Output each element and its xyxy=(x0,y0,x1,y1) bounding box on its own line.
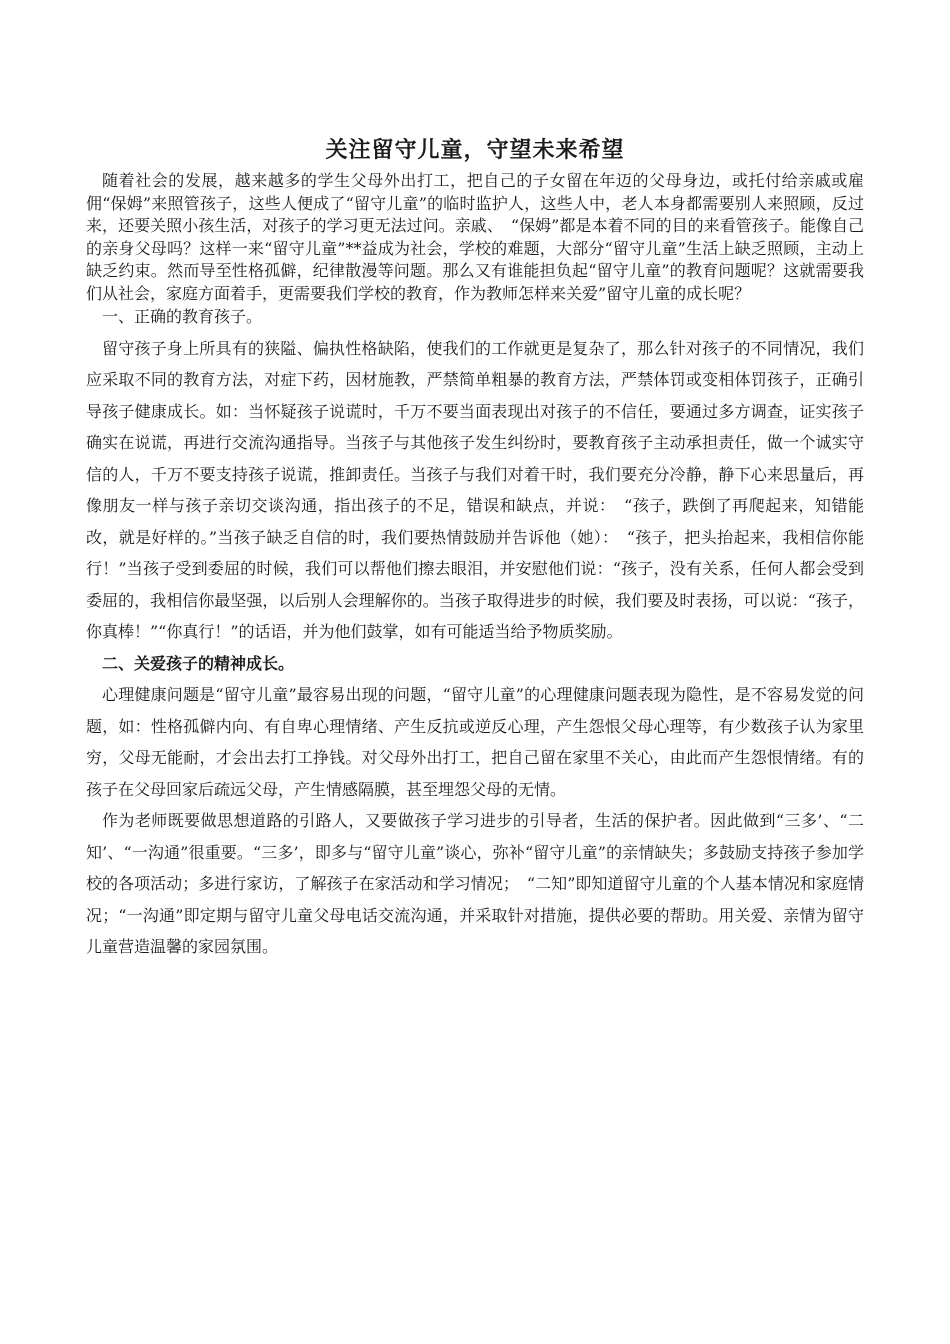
document-page xyxy=(86,130,864,963)
section1-paragraph: 留守孩子身上所具有的狭隘、偏执性格缺陷，使我们的工作就更是复杂了，那么针对孩子的不同情况，我们应采取不同的教育方法，对症下药，因材施教，严禁简单粗暴的教育方法，严禁体罚或变相体罚孩子，正确引导孩子健康成长。如：当怀疑孩子说谎时，千万不要当面表现出对孩子的不信任，要通过多方调查，证实孩子确实在说谎，再进行交流沟通指导。当孩子与其他孩子发生纠纷时，要教育孩子主动承担责任，做一个诚实守信的人，千万不要支持孩子说谎，推卸责任。当孩子与我们对着干时，我们要充分冷静，静下心来思量后，再像朋友一样与孩子亲切交谈沟通，指出孩子的不足，错误和缺点，并说： “孩子，跌倒了再爬起来，知错能改，就是好样的。”当孩子缺乏自信的时，我们要热情鼓励并告诉他（她）： “孩子，把头抬起来，我相信你能行！”当孩子受到委屈的时候，我们可以帮他们擦去眼泪，并安慰他们说：“孩子，没有关系，任何人都会受到委屈的，我相信你最坚强，以后别人会理解你的。当孩子取得进步的时候，我们要及时表扬，可以说：“孩子，你真棒！”“你真行！”的话语，并为他们鼓掌，如有可能适当给予物质奖励。 xyxy=(86,338,864,642)
document-title: 关注留守儿童，守望未来希望 xyxy=(325,137,625,163)
section-heading-1: 一、正确的教育孩子。 xyxy=(102,306,263,326)
section2-paragraph: 心理健康问题是“留守儿童”最容易出现的问题，“留守儿童”的心理健康问题表现为隐性，是不容易发觉的问题，如：性格孤僻内向、有自卑心理情绪、产生反抗或逆反心理，产生怨恨父母心理等，有少数孩子认为家里穷，父母无能耐，才会出去打工挣钱。对父母外出打工，把自己留在家里不关心，由此而产生怨恨情绪。有的孩子在父母回家后疏远父母，产生情感隔膜，甚至埋怨父母的无情。 xyxy=(86,685,864,799)
section-heading-2: 二、关爱孩子的精神成长。 xyxy=(102,653,295,673)
intro-paragraph: 随着社会的发展，越来越多的学生父母外出打工，把自己的子女留在年迈的父母身边，或托付给亲戚或雇佣“保姆”来照管孩子，这些人便成了“留守儿童”的临时监护人，这些人中，老人本身都需要别人来照顾，反过来，还要关照小孩生活，对孩子的学习更无法过问。亲戚、 “保姆”都是本着不同的目的来看管孩子。能像自己的亲身父母吗？这样一来“留守儿童”**益成为社会，学校的难题，大部分“留守儿童”生活上缺乏照顾，主动上缺乏约束。然而导至性格孤僻，纪律散漫等问题。那么又有谁能担负起“留守儿童”的教育问题呢？这就需要我们从社会，家庭方面着手，更需要我们学校的教育，作为教师怎样来关爱”留守儿童的成长呢？ xyxy=(86,171,864,303)
section3-paragraph: 作为老师既要做思想道路的引路人，又要做孩子学习进步的引导者，生活的保护者。因此做到“三多’、“二知’、“一沟通”很重要。“三多’，即多与“留守儿童”谈心，弥补“留守儿童”的亲情缺失；多鼓励支持孩子参加学校的各项活动；多进行家访，了解孩子在家活动和学习情况； “二知”即知道留守儿童的个人基本情况和家庭情况；“一沟通”即定期与留守儿童父母电话交流沟通，并采取针对措施，提供必要的帮助。用关爱、亲情为留守儿童营造温馨的家园氛围。 xyxy=(86,811,864,957)
